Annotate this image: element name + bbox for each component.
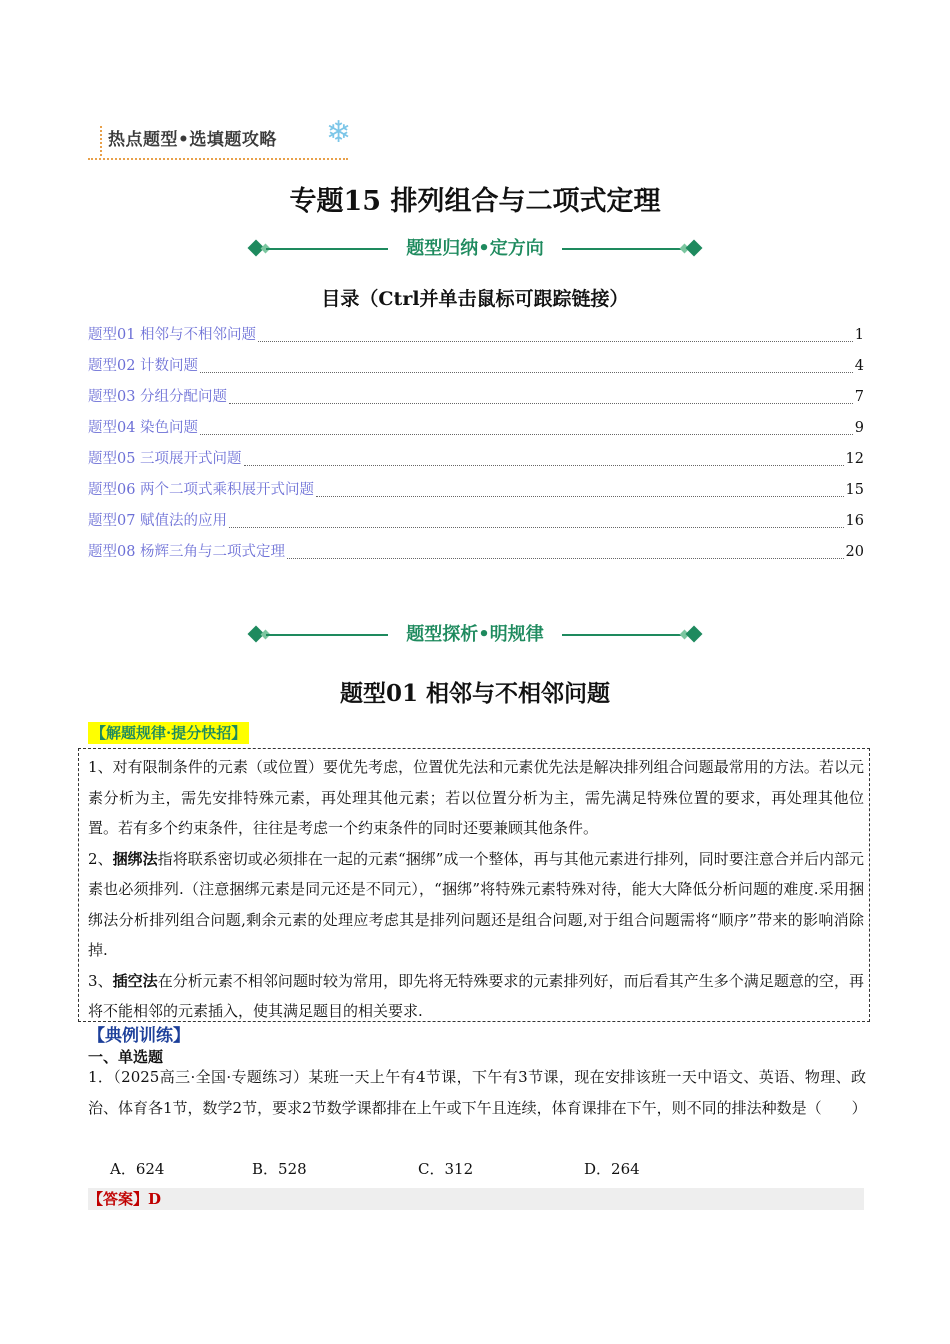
toc-leader — [316, 496, 843, 497]
banner-line — [562, 634, 684, 636]
tip-paragraph-1: 1、对有限制条件的元素（或位置）要优先考虑，位置优先法和元素优先法是解决排列组合问题最常用的方法。若以元素分析为主，需先安排特殊元素，再处理其他元素；若以位置分析为主，需先满足特殊位置的要求，再处理其他位置。若有多个约束条件，往往是考虑一个约束条件的同时还要兼顾其他条件。 — [88, 758, 864, 837]
toc-link[interactable]: 题型05 三项展开式问题 — [88, 451, 242, 467]
badge-accent-line — [100, 126, 102, 156]
option-b: B．528 — [252, 1160, 307, 1178]
toc-link[interactable]: 题型06 两个二项式乘积展开式问题 — [88, 482, 315, 498]
toc-page: 7 — [854, 389, 864, 405]
question-type-heading: 一、单选题 — [88, 1048, 164, 1066]
diamond-icon — [686, 626, 703, 643]
tips-content — [88, 752, 864, 1027]
option-d: D．264 — [584, 1160, 640, 1178]
page-title: 专题15 排列组合与二项式定理 — [289, 186, 661, 217]
question-text: 1．（2025高三·全国·专题练习）某班一天上午有4节课，下午有3节课，现在安排该班一天中语文、英语、物理、政治、体育各1节，数学2节，要求2节数学课都排在上午或下午且连续，体育课排在下午，则不同的排法种数是（ ） — [88, 1068, 867, 1117]
toc-item[interactable] — [88, 506, 864, 537]
toc-leader — [244, 465, 844, 466]
badge-underline — [88, 158, 348, 160]
banner-line — [562, 248, 684, 250]
toc-link[interactable]: 题型03 分组分配问题 — [88, 389, 228, 405]
toc-item[interactable] — [88, 413, 864, 444]
diamond-icon — [686, 240, 703, 257]
option-a: A．624 — [110, 1160, 165, 1178]
tip-keyword: 捆绑法 — [112, 849, 158, 868]
toc-leader — [258, 341, 853, 342]
toc-leader — [229, 527, 843, 528]
toc-item[interactable] — [88, 320, 864, 351]
tip-label: 【解题规律·提分快招】 — [88, 722, 249, 744]
toc-link[interactable]: 题型07 赋值法的应用 — [88, 513, 228, 529]
toc-link[interactable]: 题型04 染色问题 — [88, 420, 199, 436]
toc-item[interactable] — [88, 351, 864, 382]
table-of-contents — [88, 320, 864, 568]
toc-leader — [229, 403, 853, 404]
toc-item[interactable] — [88, 537, 864, 568]
section-banner-1 — [246, 234, 704, 264]
toc-leader — [200, 372, 853, 373]
answer-line: 【答案】D — [88, 1188, 864, 1210]
toc-page: 12 — [845, 451, 864, 467]
section-title: 题型01 相邻与不相邻问题 — [339, 680, 610, 707]
tip-number: 3、 — [88, 971, 113, 990]
toc-leader — [200, 434, 853, 435]
toc-link[interactable]: 题型02 计数问题 — [88, 358, 199, 374]
example-label: 【典例训练】 — [88, 1026, 190, 1046]
snowflake-icon: ❄ — [326, 115, 352, 150]
toc-page: 4 — [854, 358, 864, 374]
banner-text: 题型归纳•定方向 — [406, 238, 544, 259]
section-banner-2 — [246, 620, 704, 650]
toc-item[interactable] — [88, 382, 864, 413]
toc-page: 1 — [854, 327, 864, 343]
tip-keyword: 插空法 — [112, 971, 158, 990]
toc-link[interactable]: 题型01 相邻与不相邻问题 — [88, 327, 257, 343]
toc-leader — [287, 558, 843, 559]
toc-title: 目录（Ctrl并单击鼠标可跟踪链接） — [321, 288, 629, 310]
tip-text: 指将联系密切或必须排在一起的元素“捆绑”成一个整体，再与其他元素进行排列，同时要注意合并后内部元素也必须排列.（注意捆绑元素是同元还是不同元），“捆绑”将特殊元素特殊对待，能大大降低分析问题的难度.采用捆绑法分析排列组合问题,剩余元素的处理应考虑其是排列问题还是组合问题,对于组合问题需将“顺序”带来的影响消除掉. — [88, 849, 865, 959]
tip-text: 在分析元素不相邻问题时较为常用，即先将无特殊要求的元素排列好，而后看其产生多个满足题意的空，再将不能相邻的元素插入，使其满足题目的相关要求. — [88, 971, 864, 1020]
tip-paragraph-2 — [88, 844, 864, 966]
toc-page: 20 — [845, 544, 864, 560]
toc-link[interactable]: 题型08 杨辉三角与二项式定理 — [88, 544, 286, 560]
toc-item[interactable] — [88, 475, 864, 506]
tip-paragraph-3 — [88, 966, 864, 1027]
tip-number: 2、 — [88, 849, 113, 868]
toc-page: 15 — [845, 482, 864, 498]
option-c: C．312 — [418, 1160, 474, 1178]
header-badge: 热点题型•选填题攻略 — [108, 130, 277, 150]
banner-line — [266, 634, 388, 636]
toc-item[interactable] — [88, 444, 864, 475]
banner-line — [266, 248, 388, 250]
banner-text: 题型探析•明规律 — [406, 624, 544, 645]
toc-page: 16 — [845, 513, 864, 529]
toc-page: 9 — [854, 420, 864, 436]
